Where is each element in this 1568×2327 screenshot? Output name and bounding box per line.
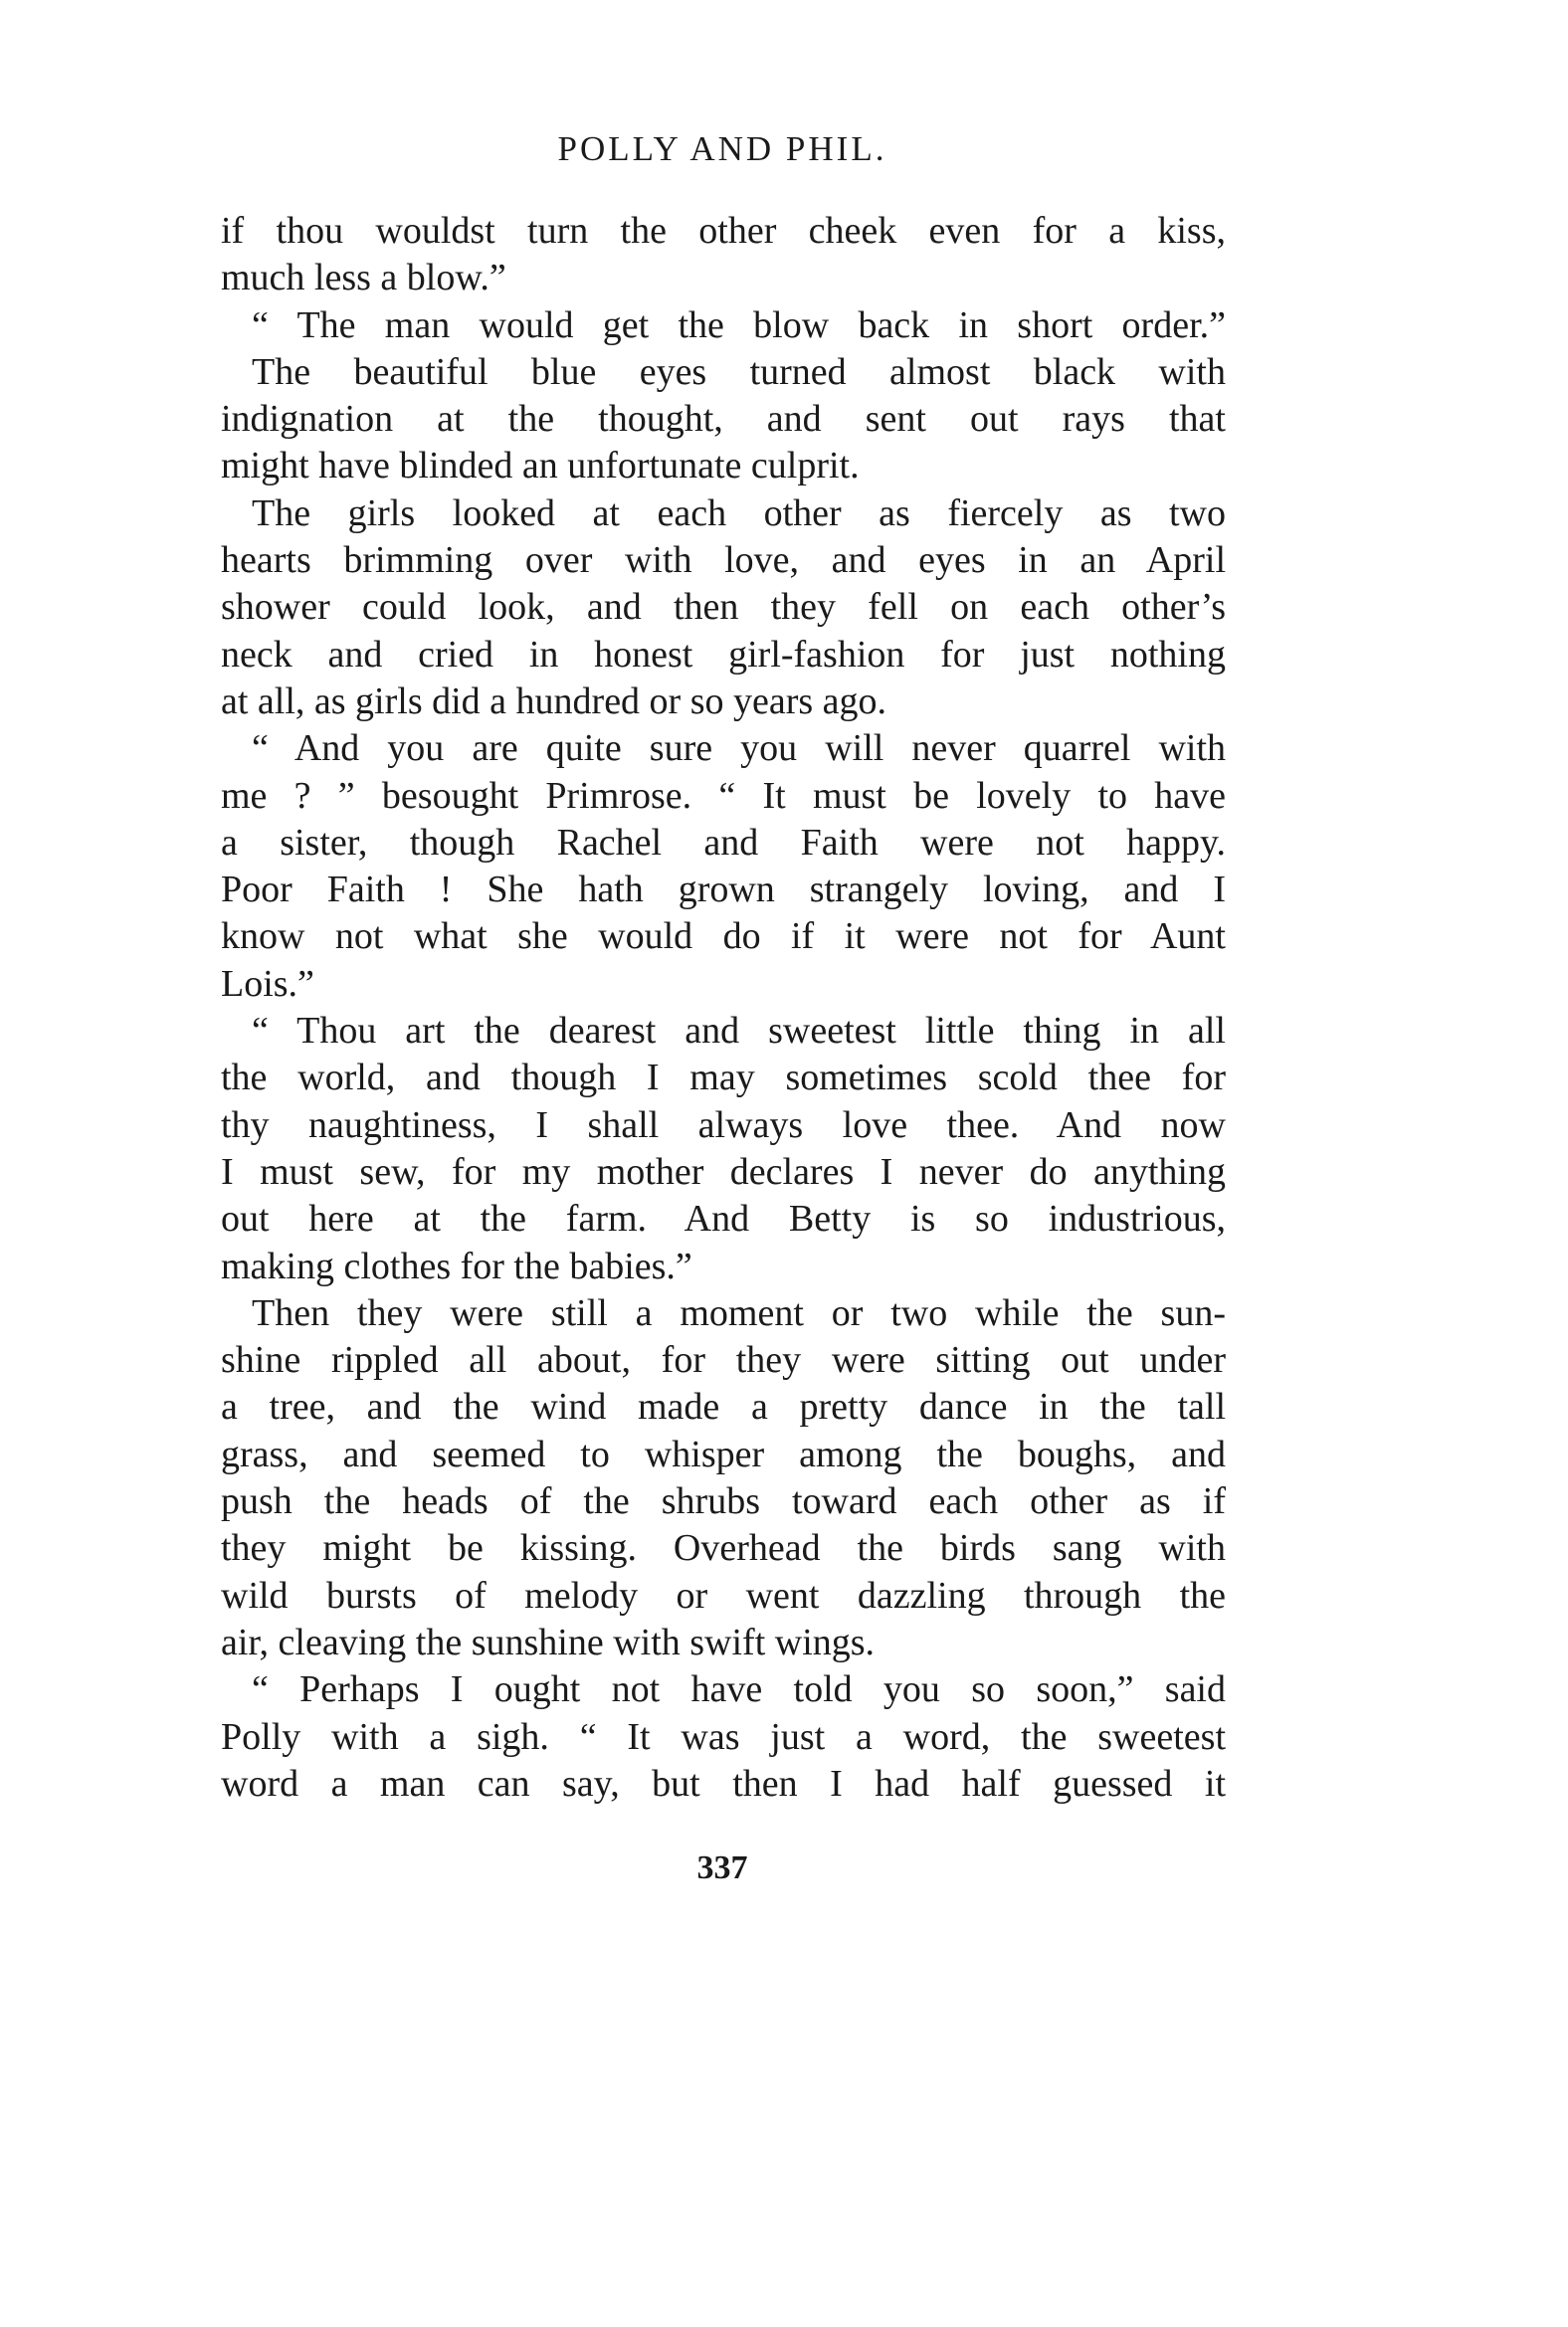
page-number: 337 xyxy=(696,1849,748,1886)
text-line: Then they were still a moment or two while the sun- xyxy=(252,1291,1226,1334)
body-text xyxy=(221,208,1226,1808)
text-line: I must sew, for my mother declares I never do anything xyxy=(221,1150,1226,1193)
text-line: out here at the farm. And Betty is so industrious, xyxy=(221,1198,1226,1241)
text-line: at all, as girls did a hundred or so years ago. xyxy=(221,679,887,722)
running-head: POLLY AND PHIL. xyxy=(557,129,887,168)
text-line: “ And you are quite sure you will never quarrel with xyxy=(252,727,1226,770)
text-line: me ? ” besought Primrose. “ It must be lovely to have xyxy=(221,774,1226,817)
text-line: “ Thou art the dearest and sweetest little thing in all xyxy=(252,1010,1226,1053)
text-line: neck and cried in honest girl-fashion for just nothing xyxy=(221,633,1226,676)
text-line: know not what she would do if it were not for Aunt xyxy=(221,915,1226,958)
text-line: the world, and though I may sometimes scold thee for xyxy=(221,1057,1226,1099)
text-line: making clothes for the babies.” xyxy=(221,1245,692,1287)
text-line: a tree, and the wind made a pretty dance in the tall xyxy=(221,1386,1226,1429)
text-line: Lois.” xyxy=(221,962,314,1005)
text-line: shower could look, and then they fell on each other’s xyxy=(221,586,1226,629)
text-line: push the heads of the shrubs toward each other as if xyxy=(221,1480,1226,1523)
text-line: The beautiful blue eyes turned almost black with xyxy=(252,350,1226,393)
text-line: grass, and seemed to whisper among the boughs, and xyxy=(221,1433,1226,1475)
text-line: shine rippled all about, for they were sitting out under xyxy=(221,1339,1226,1382)
text-line: hearts brimming over with love, and eyes in an April xyxy=(221,539,1226,582)
text-line: wild bursts of melody or went dazzling through the xyxy=(221,1574,1226,1617)
text-line: Polly with a sigh. “ It was just a word, the sweetest xyxy=(221,1715,1226,1758)
text-line: a sister, though Rachel and Faith were not happy. xyxy=(221,821,1226,864)
text-line: word a man can say, but then I had half guessed it xyxy=(221,1762,1226,1805)
text-line: they might be kissing. Overhead the birds sang with xyxy=(221,1527,1226,1570)
text-line: Poor Faith ! She hath grown strangely loving, and I xyxy=(221,869,1226,911)
text-line: “ The man would get the blow back in short order.” xyxy=(252,303,1226,346)
text-line: indignation at the thought, and sent out rays that xyxy=(221,398,1226,441)
text-line: might have blinded an unfortunate culprit. xyxy=(221,445,860,487)
text-line: thy naughtiness, I shall always love thee. And now xyxy=(221,1103,1226,1146)
text-line: The girls looked at each other as fiercely as two xyxy=(252,491,1226,534)
text-line: “ Perhaps I ought not have told you so soon,” said xyxy=(252,1668,1226,1711)
text-line: air, cleaving the sunshine with swift wings. xyxy=(221,1621,876,1663)
text-line: if thou wouldst turn the other cheek even for a kiss, xyxy=(221,210,1226,252)
text-line: much less a blow.” xyxy=(221,257,506,299)
